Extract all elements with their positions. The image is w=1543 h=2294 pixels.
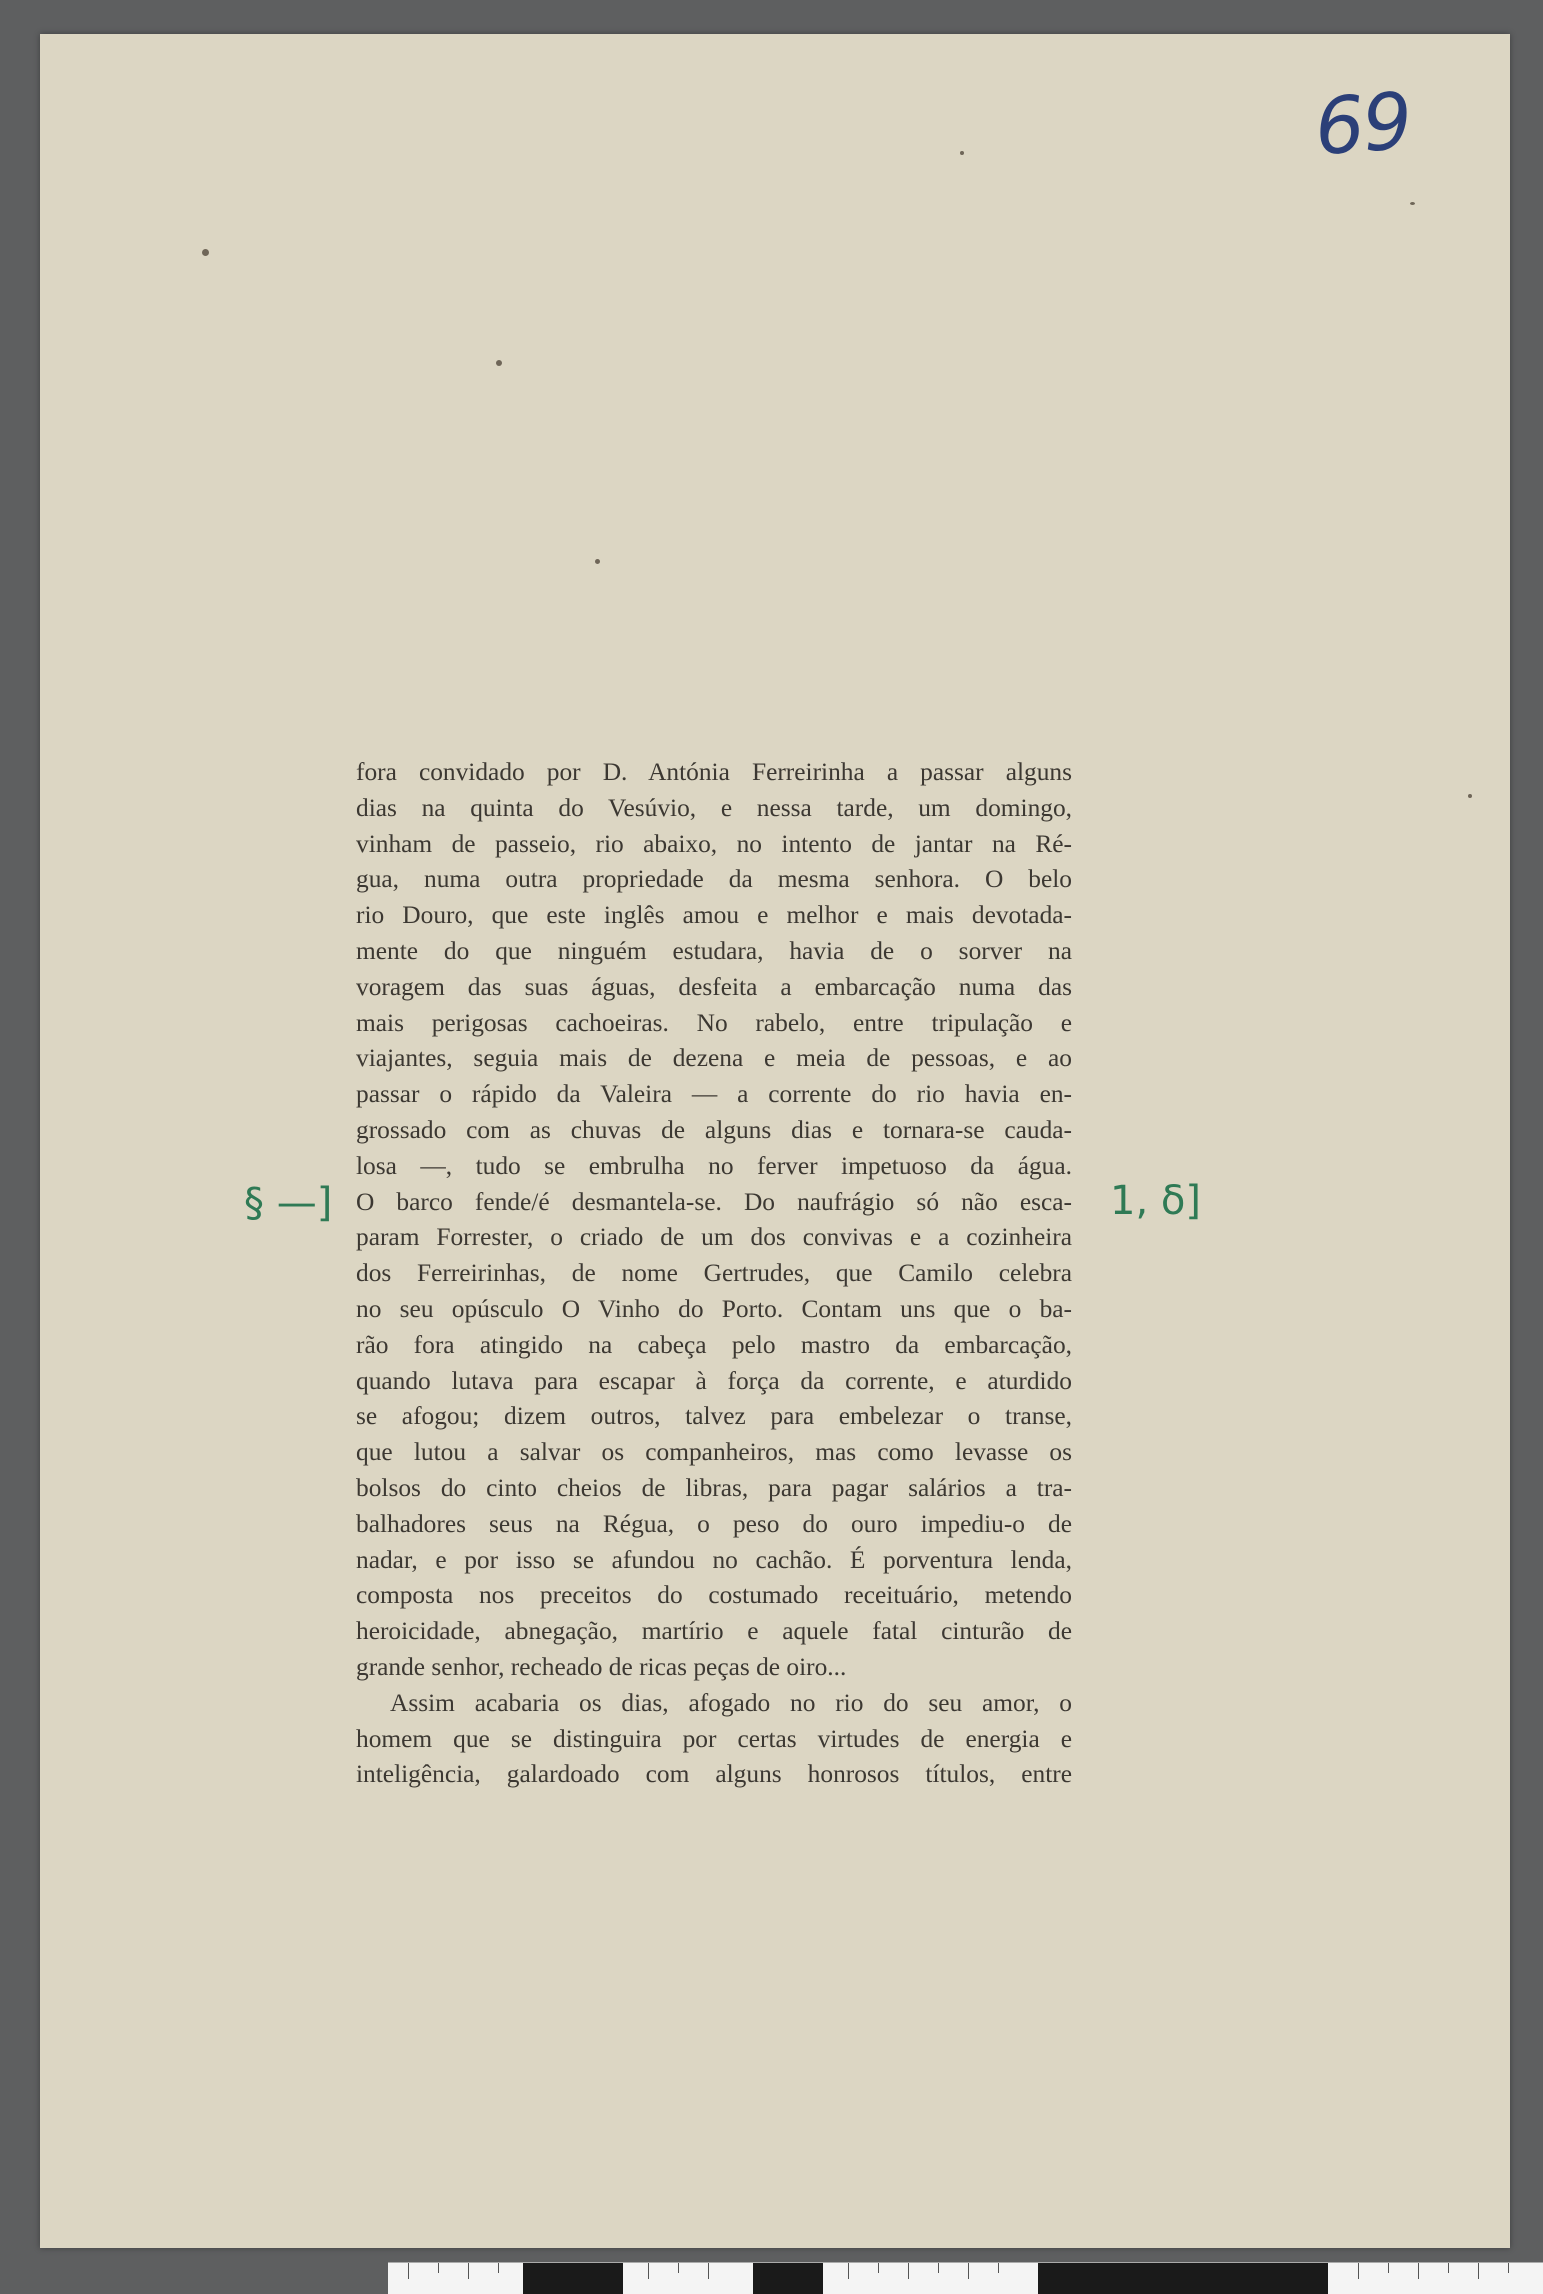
text-line: composta nos preceitos do costumado receituário, metendo: [356, 1581, 1072, 1610]
paper-speck: [1410, 202, 1415, 205]
ruler-tick: [408, 2263, 409, 2279]
paper-speck: [595, 559, 600, 564]
text-line: dos Ferreirinhas, de nome Gertrudes, que Camilo celebra: [356, 1259, 1072, 1288]
ruler-tick: [468, 2263, 469, 2279]
ruler-segment: [753, 2263, 823, 2294]
text-line: O barco fende/é desmantela-se. Do naufrágio só não esca-: [356, 1187, 1072, 1216]
text-line: que lutou a salvar os companheiros, mas como levasse os: [356, 1438, 1072, 1467]
text-line: homem que se distinguira por certas virtudes de energia e: [356, 1724, 1072, 1753]
margin-mark-right: 1, δ]: [1110, 1178, 1201, 1224]
text-line: se afogou; dizem outros, talvez para embelezar o transe,: [356, 1402, 1072, 1431]
text-line: fora convidado por D. Antónia Ferreirinha a passar alguns: [356, 758, 1072, 786]
ruler-tick: [968, 2263, 969, 2279]
text-line: inteligência, galardoado com alguns honrosos títulos, entre: [356, 1760, 1072, 1789]
text-line: grande senhor, recheado de ricas peças de oiro...: [356, 1652, 847, 1681]
text-line: rio Douro, que este inglês amou e melhor e mais devotada-: [356, 901, 1072, 930]
ruler-segment: [1038, 2263, 1328, 2294]
text-line: viajantes, seguia mais de dezena e meia de pessoas, e ao: [356, 1044, 1072, 1073]
folio-number: 69: [1311, 76, 1414, 174]
text-line: mais perigosas cachoeiras. No rabelo, entre tripulação e: [356, 1008, 1072, 1037]
paper-speck: [496, 360, 502, 366]
ruler-tick: [648, 2263, 649, 2279]
text-line: quando lutava para escapar à força da corrente, e aturdido: [356, 1366, 1072, 1395]
ruler-tick: [1388, 2263, 1389, 2273]
text-line: dias na quinta do Vesúvio, e nessa tarde, um domingo,: [356, 793, 1072, 822]
ruler-tick: [708, 2263, 709, 2279]
ruler-tick: [998, 2263, 999, 2273]
paper-speck: [960, 151, 964, 155]
body-text: [356, 755, 1072, 1793]
text-line: losa —, tudo se embrulha no ferver impetuoso da água.: [356, 1151, 1072, 1180]
ruler-tick: [498, 2263, 499, 2273]
ruler-tick: [1418, 2263, 1419, 2279]
ruler-tick: [1508, 2263, 1509, 2273]
text-line: rão fora atingido na cabeça pelo mastro da embarcação,: [356, 1330, 1072, 1359]
text-line: vinham de passeio, rio abaixo, no intento de jantar na Ré-: [356, 829, 1072, 858]
ruler-tick: [938, 2263, 939, 2273]
paper-speck: [202, 249, 209, 256]
paper-speck: [1468, 794, 1472, 798]
margin-mark-left: § —]: [244, 1180, 333, 1226]
text-line: Assim acabaria os dias, afogado no rio do seu amor, o: [390, 1688, 1072, 1717]
scale-ruler: [388, 2262, 1543, 2294]
text-line: voragem das suas águas, desfeita a embarcação numa das: [356, 972, 1072, 1001]
text-line: no seu opúsculo O Vinho do Porto. Contam uns que o ba-: [356, 1294, 1072, 1323]
ruler-tick: [1478, 2263, 1479, 2279]
ruler-segment: [523, 2263, 623, 2294]
text-line: balhadores seus na Régua, o peso do ouro impediu-o de: [356, 1509, 1072, 1538]
text-line: gua, numa outra propriedade da mesma senhora. O belo: [356, 865, 1072, 894]
text-line: nadar, e por isso se afundou no cachão. É porventura lenda,: [356, 1545, 1072, 1574]
ruler-tick: [908, 2263, 909, 2279]
text-line: mente do que ninguém estudara, havia de o sorver na: [356, 936, 1072, 965]
text-line: heroicidade, abnegação, martírio e aquele fatal cinturão de: [356, 1617, 1072, 1646]
ruler-tick: [1358, 2263, 1359, 2279]
ruler-tick: [438, 2263, 439, 2273]
text-line: grossado com as chuvas de alguns dias e tornara-se cauda-: [356, 1115, 1072, 1144]
ruler-tick: [1448, 2263, 1449, 2273]
ruler-tick: [878, 2263, 879, 2273]
text-line: bolsos do cinto cheios de libras, para pagar salários a tra-: [356, 1473, 1072, 1502]
ruler-tick: [848, 2263, 849, 2279]
ruler-tick: [678, 2263, 679, 2273]
text-line: param Forrester, o criado de um dos convivas e a cozinheira: [356, 1223, 1072, 1252]
text-line: passar o rápido da Valeira — a corrente do rio havia en-: [356, 1080, 1072, 1109]
